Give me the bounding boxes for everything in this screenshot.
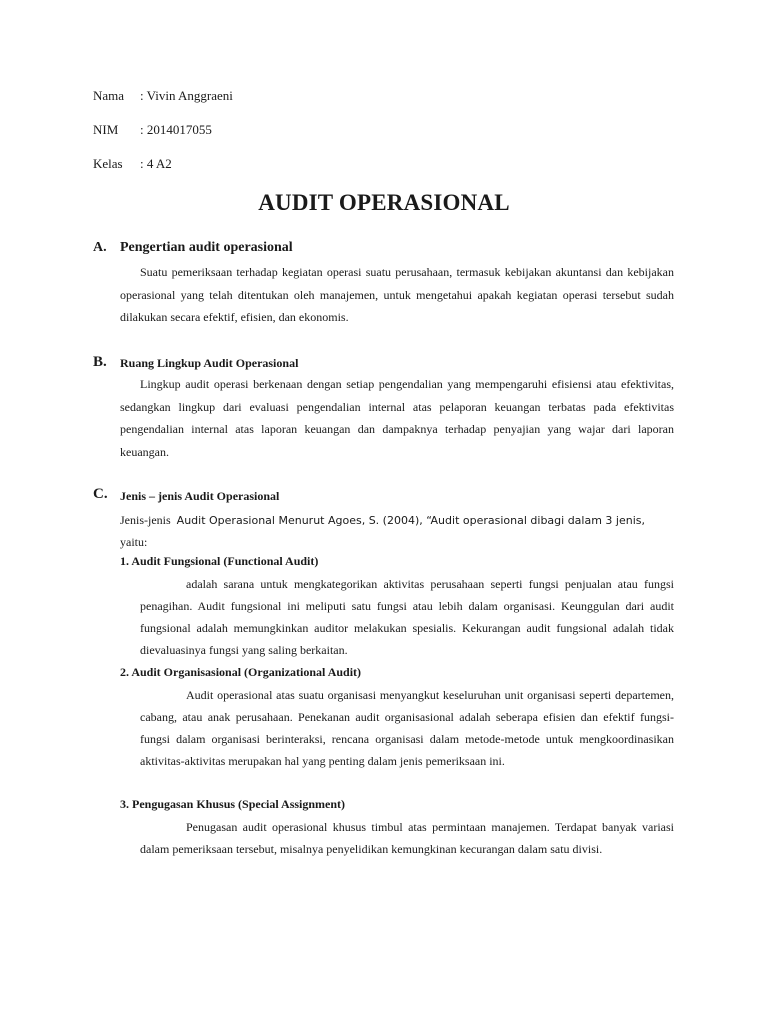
section-c-intro-suffix: yaitu: [120,535,148,549]
item-3-body: Penugasan audit operasional khusus timbul atas permintaan manajemen. Terdapat banyak variasi dalam pemeriksaan tersebut, misalnya penyelidikan kemungkinan kecurangan dalam satu divisi. [140,820,674,856]
item-3-heading: 3. Pengugasan Khusus (Special Assignment) [120,797,346,811]
nim-value: : 2014017055 [140,122,212,137]
section-c-intro-prefix: Jenis-jenis [120,513,171,527]
section-a-letter: A. [93,240,107,255]
section-b-heading: Ruang Lingkup Audit Operasional [120,356,299,370]
section-c-intro-quote: Audit Operasional Menurut Agoes, S. (2004), “Audit operasional dibagi dalam 3 jenis, [176,514,646,527]
nim-label: NIM [93,122,119,137]
section-c-heading: Jenis – jenis Audit Operasional [120,489,280,503]
section-a-body: Suatu pemeriksaan terhadap kegiatan operasi suatu perusahaan, termasuk kebijakan akuntansi dan kebijakan operasional yang telah ditentukan oleh manajemen, untuk mengetahui apakah kegiatan operasi tersebut sudah dilakukan secara efektif, efisien, dan ekonomis. [120,265,674,324]
item-2-heading: 2. Audit Organisasional (Organizational Audit) [120,665,362,679]
section-c-intro [120,509,674,532]
section-c-letter: C. [93,486,108,502]
document-title: AUDIT OPERASIONAL [258,190,510,215]
kelas-label: Kelas [93,156,123,171]
item-1-heading: 1. Audit Fungsional (Functional Audit) [120,554,319,568]
section-b-body: Lingkup audit operasi berkenaan dengan setiap pengendalian yang mempengaruhi efisiensi atau efektivitas, sedangkan lingkup dari evaluasi pengendalian internal atas pelaporan keuangan terbatas pada efektivitas pengendalian internal atas laporan keuangan dan dampaknya terhadap penyajian yang wajar dari laporan keuangan. [120,377,674,459]
section-a-heading: Pengertian audit operasional [120,240,293,255]
kelas-value: : 4 A2 [140,156,172,171]
item-1-body: adalah sarana untuk mengkategorikan aktivitas perusahaan seperti fungsi penjualan atau fungsi penagihan. Audit fungsional ini meliputi satu fungsi atau lebih dalam organisasi. Keunggulan dari audit fungsional adalah memungkinkan auditor melakukan spesialis. Kekurangan audit fungsional adalah tidak dievaluasinya fungsi yang saling berkaitan. [140,577,674,657]
section-b-letter: B. [93,354,107,370]
item-2-body: Audit operasional atas suatu organisasi menyangkut keseluruhan unit organisasi seperti departemen, cabang, atau anak perusahaan. Penekanan audit organisasional adalah seberapa efisien dan efektif fungsi-fungsi dalam organisasi berinteraksi, rencana organisasi dalam metode-metode untuk mengkoordinasikan aktivitas-aktivitas merupakan hal yang penting dalam jenis pemeriksaan ini. [140,688,674,768]
nama-value: : Vivin Anggraeni [140,88,233,103]
nama-label: Nama [93,88,125,103]
